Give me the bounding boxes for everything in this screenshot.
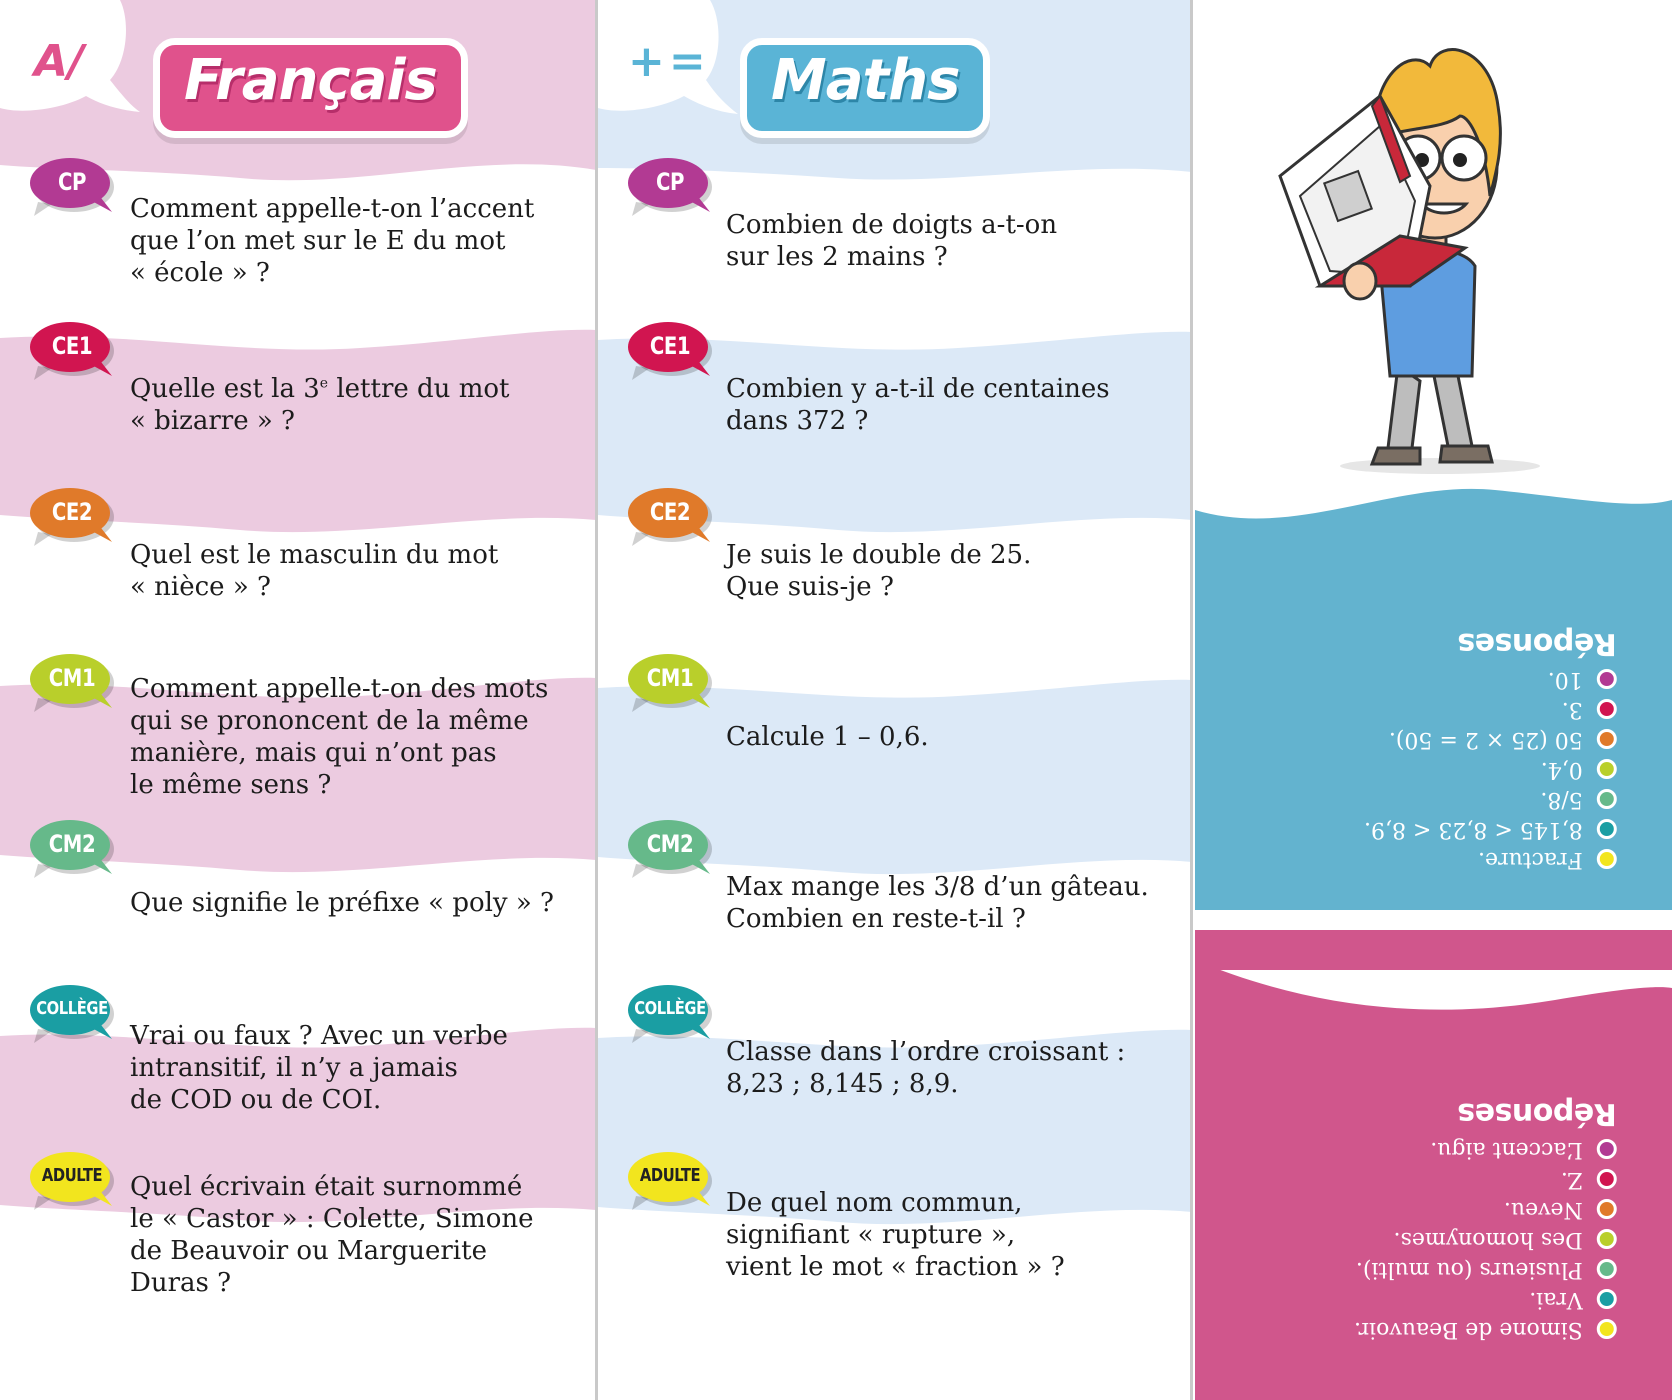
level-dot-icon — [1597, 819, 1617, 839]
level-badge-ce1 — [626, 322, 714, 376]
level-dot-icon — [1597, 1139, 1617, 1159]
level-label: CM1 — [48, 664, 96, 692]
question-text-content: Quel est le masculin du mot « nièce » ? — [130, 540, 499, 602]
question-text-start: Quelle est la 3 — [130, 374, 320, 404]
level-dot-icon — [1597, 729, 1617, 749]
level-badge-ce1 — [28, 322, 116, 376]
question-text — [130, 496, 570, 646]
level-dot-icon — [1597, 1169, 1617, 1189]
level-label: CM1 — [646, 664, 694, 692]
answer-text: Neveu. — [1504, 1197, 1583, 1222]
level-label: CE2 — [649, 498, 691, 526]
answer-row-ce2 — [1354, 1194, 1617, 1224]
level-badge-cm1 — [626, 654, 714, 708]
answer-text: Fracture. — [1478, 847, 1583, 872]
question-text-content: Comment appelle-t-on des mots qui se prononcent de la même manière, mais qui n’ont pas le même sens ? — [130, 674, 549, 800]
level-badge-adulte — [626, 1152, 714, 1206]
question-text-content: Vrai ou faux ? Avec un verbe intransitif, il n’y a jamais de COD ou de COI. — [130, 1021, 508, 1115]
answer-text: 5/8. — [1540, 787, 1583, 812]
ordinal-superscript: e — [319, 375, 329, 392]
question-row-cm1 — [0, 654, 596, 830]
level-label: CM2 — [646, 830, 694, 858]
francais-answers-title: Réponses — [1458, 1096, 1617, 1131]
question-text — [130, 828, 570, 978]
level-dot-icon — [1597, 759, 1617, 779]
level-dot-icon — [1597, 1259, 1617, 1279]
answer-row-cm1 — [1354, 1224, 1617, 1254]
level-label: COLLÈGE — [36, 998, 108, 1019]
question-text — [726, 166, 1166, 316]
question-row-cp — [598, 158, 1192, 334]
level-label: ADULTE — [41, 1165, 103, 1186]
level-label: CP — [57, 168, 87, 196]
answer-text: 10. — [1548, 667, 1583, 692]
answer-text: 8,145 < 8,23 < 8,9. — [1364, 817, 1583, 842]
plus-equals-icon: += — [628, 36, 710, 87]
question-text-content: Max mange les 3/8 d’un gâteau. Combien en reste-t-il ? — [726, 872, 1149, 934]
question-row-ce1 — [598, 322, 1192, 498]
maths-column — [598, 0, 1192, 1400]
answers-column — [1195, 0, 1672, 1400]
level-dot-icon — [1597, 1319, 1617, 1339]
answer-row-adulte — [1364, 844, 1617, 874]
question-row-college — [598, 985, 1192, 1161]
question-text-content: De quel nom commun, signifiant « rupture », vient le mot « fraction » ? — [726, 1188, 1065, 1282]
level-badge-college — [28, 985, 116, 1039]
question-text-content: Que signifie le préfixe « poly » ? — [130, 888, 554, 918]
answer-row-college — [1354, 1284, 1617, 1314]
question-text — [130, 330, 570, 480]
answer-row-cm2 — [1354, 1254, 1617, 1284]
level-badge-ce2 — [626, 488, 714, 542]
level-dot-icon — [1597, 699, 1617, 719]
question-row-cm2 — [598, 820, 1192, 996]
question-text-content: Je suis le double de 25. Que suis-je ? — [726, 540, 1032, 602]
pencil-letter-icon: A/ — [34, 36, 85, 87]
level-dot-icon — [1597, 1289, 1617, 1309]
maths-answers-list — [1364, 628, 1617, 874]
francais-answers-panel-fill — [1195, 930, 1672, 970]
question-row-cm2 — [0, 820, 596, 996]
question-text — [726, 1160, 1166, 1310]
question-text-content: Calcule 1 – 0,6. — [726, 722, 929, 752]
answer-text: Plusieurs (ou multi). — [1356, 1257, 1583, 1282]
answer-row-cp — [1354, 1134, 1617, 1164]
question-row-ce1 — [0, 322, 596, 498]
level-label: COLLÈGE — [634, 998, 706, 1019]
maths-answers-title: Réponses — [1458, 626, 1617, 661]
question-text — [130, 1160, 570, 1310]
question-text-content: Combien de doigts a-t-on sur les 2 mains ? — [726, 210, 1058, 272]
level-badge-cp — [28, 158, 116, 212]
answer-row-cp — [1364, 664, 1617, 694]
answer-text: L’accent aigu. — [1430, 1137, 1583, 1162]
answer-row-ce1 — [1364, 694, 1617, 724]
answer-text: 0,4. — [1541, 757, 1583, 782]
level-badge-college — [626, 985, 714, 1039]
level-dot-icon — [1597, 789, 1617, 809]
level-dot-icon — [1597, 1229, 1617, 1249]
maths-title: Maths — [740, 38, 990, 138]
answer-row-adulte — [1354, 1314, 1617, 1344]
level-label: ADULTE — [639, 1165, 701, 1186]
answer-text: Vrai. — [1529, 1287, 1583, 1312]
level-badge-cm2 — [626, 820, 714, 874]
francais-column — [0, 0, 596, 1400]
question-row-cm1 — [598, 654, 1192, 830]
question-row-adulte — [598, 1152, 1192, 1328]
question-text — [130, 993, 570, 1143]
question-row-adulte — [0, 1152, 596, 1328]
question-row-cp — [0, 158, 596, 334]
answer-text: Des homonymes. — [1393, 1227, 1583, 1252]
boy-with-book-illustration — [1260, 36, 1560, 476]
answer-text: Z. — [1561, 1167, 1583, 1192]
question-text-content: Combien y a-t-il de centaines dans 372 ? — [726, 374, 1110, 436]
answer-row-ce2 — [1364, 724, 1617, 754]
level-label: CE1 — [51, 332, 93, 360]
francais-answers-rows — [1354, 1134, 1617, 1344]
level-label: CM2 — [48, 830, 96, 858]
answer-row-college — [1364, 814, 1617, 844]
question-text — [726, 828, 1166, 978]
column-divider — [1190, 0, 1193, 1400]
level-dot-icon — [1597, 1199, 1617, 1219]
question-row-college — [0, 985, 596, 1161]
answer-row-cm1 — [1364, 754, 1617, 784]
level-badge-cm2 — [28, 820, 116, 874]
level-label: CE1 — [649, 332, 691, 360]
level-dot-icon — [1597, 849, 1617, 869]
answer-text: Simone de Beauvoir. — [1354, 1317, 1583, 1342]
level-dot-icon — [1597, 669, 1617, 689]
level-badge-cm1 — [28, 654, 116, 708]
maths-answers-rows — [1364, 664, 1617, 874]
question-row-ce2 — [0, 488, 596, 664]
question-text-end: lettre du mot « bizarre » ? — [130, 374, 510, 436]
francais-title: Français — [153, 38, 468, 138]
question-text — [726, 662, 1166, 812]
question-text — [726, 496, 1166, 646]
level-label: CE2 — [51, 498, 93, 526]
francais-answers-list — [1354, 1098, 1617, 1344]
answer-row-ce1 — [1354, 1164, 1617, 1194]
level-badge-cp — [626, 158, 714, 212]
question-text-content: Classe dans l’ordre croissant : 8,23 ; 8,145 ; 8,9. — [726, 1037, 1126, 1099]
question-text — [130, 662, 570, 812]
level-badge-ce2 — [28, 488, 116, 542]
answer-text: 50 (25 × 2 = 50). — [1389, 727, 1583, 752]
answer-row-cm2 — [1364, 784, 1617, 814]
answer-text: 3. — [1562, 697, 1583, 722]
question-text — [726, 330, 1166, 480]
level-badge-adulte — [28, 1152, 116, 1206]
question-text-content: Quel écrivain était surnommé le « Castor » : Colette, Simone de Beauvoir ou Marguerite Duras ? — [130, 1172, 534, 1298]
level-label: CP — [655, 168, 685, 196]
question-row-ce2 — [598, 488, 1192, 664]
question-text-content: Comment appelle-t-on l’accent que l’on met sur le E du mot « école » ? — [130, 194, 535, 288]
question-text-content — [130, 373, 570, 437]
question-text — [130, 166, 570, 316]
question-text — [726, 993, 1166, 1143]
